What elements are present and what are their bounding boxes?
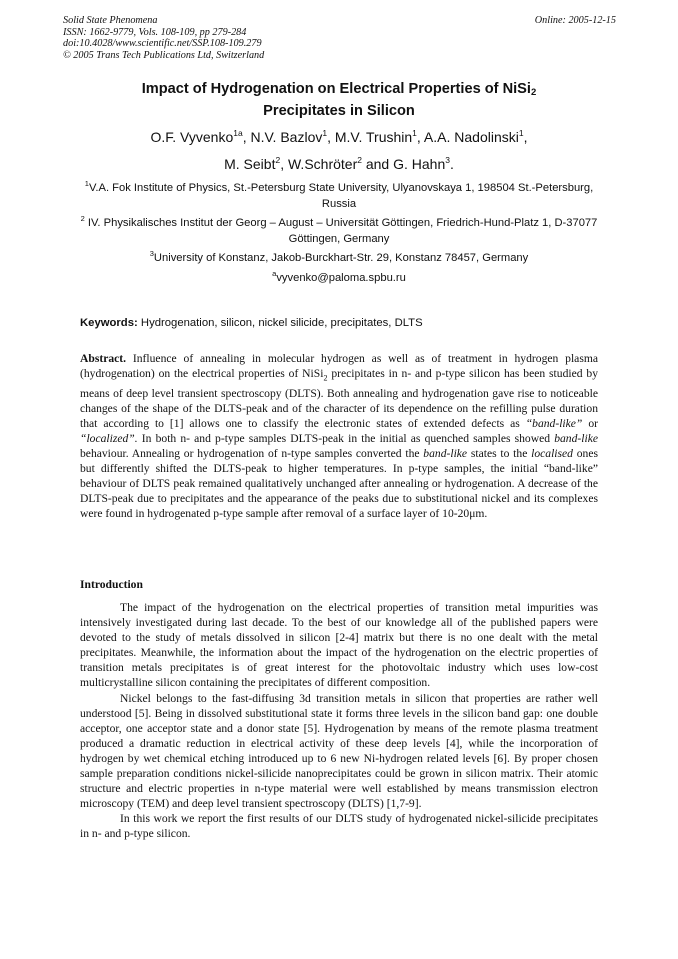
affiliation-3: $^3$University of Konstanz, Jakob-Burckhart-Str. 29, Konstanz 78457, Germany: [149, 249, 529, 264]
paragraph: In this work we report the first results of our DLTS study of hydrogenated nickel-silicide precipitates in n- and p-type silicon.: [80, 812, 598, 841]
abstract: Abstract. Influence of annealing in molecular hydrogen as well as of treatment in hydrogen plasma (hydrogenation) on the electrical properties of NiSi$_2$ precipitates in n- and p-type silicon has been studied by means of deep level transient spectroscopy (DLTS). Both annealing and hydrogenation gave rise to noticeable changes of the shape of the DLTS-peak and of the character of its dependence on the refilling pulse duration that according to [1] allows one to classify the electronic states of extended defects as “band-like” or “localized”. In both n- and p-type samples DLTS-peak in the initial as quenched samples showed band-like behaviour. Annealing or hydrogenation of n-type samples converted the band-like states to the localised ones but differently shifted the DLTS-peak to higher temperatures. In p-type samples, the initial “band-like” behaviour of DLTS peak remained qualitatively unchanged after annealing or hydrogenation. A decrease of the DLTS-peak due to precipitates and the appearance of the peaks due to substitutional nickel and its complexes were found in hydrogenated p-type sample after removal of a surface layer of 10-20μm.: [80, 352, 599, 521]
journal-header: [63, 15, 264, 61]
introduction-body: [80, 600, 598, 842]
paragraph: The impact of the hydrogenation on the electrical properties of transition metal impurities was intensively investigated during last decade. To the best of our knowledge all of the published papers were devoted to the study of metals dissolved in silicon [2-4] matrix but there is no one dealt with the metal precipitates. Meanwhile, the information about the impact of the hydrogenation on the electric properties of transition metals precipitates is of great interest for the photovoltaic industry which uses low-cost multicrystalline silicon containing the precipitates of different composition.: [80, 601, 598, 690]
keywords-label: Keywords:: [80, 317, 138, 329]
author: G. Hahn$^3$.: [393, 155, 454, 172]
keywords-text: Hydrogenation, silicon, nickel silicide, precipitates, DLTS: [137, 317, 423, 329]
paragraph: Nickel belongs to the fast-diffusing 3d transition metals in silicon that properties are rather well understood [5]. Being in dissolved substitutional state it forms three levels in the silicon band gap: one double acceptor, one acceptor state and a donor state [5]. Hydrogenation by means of the remote plasma treatment produced a dramatic reduction in electrical activity of these deep levels [4], while the incorporation of hydrogen by wet chemical etching introduced up to 6 new Ni-hydrogen related levels [6]. By proper chosen sample preparation conditions nickel-silicide nanoprecipitates could be grown in silicon matrix. Their atomic structure and electric properties in n-type material were well established by means transmission electron microscopy (TEM) and deep level transient spectroscopy (DLTS) [1,7-9].: [80, 691, 598, 811]
section-heading-introduction: Introduction: [80, 578, 143, 591]
author-list: [60, 122, 618, 176]
journal-doi: doi:10.4028/www.scientific.net/SSP.108-109.279: [63, 38, 262, 50]
author: M. Seibt$^2$,: [224, 155, 288, 172]
title-subscript: 2: [530, 87, 537, 98]
title-part2: Precipitates in Silicon: [263, 103, 415, 119]
author: O.F. Vyvenko$^{1a}$,: [150, 128, 251, 145]
online-date: Online: 2005-12-15: [534, 15, 616, 26]
author: N.V. Bazlov$^1$,: [250, 128, 335, 145]
affiliation-2: $^2$ IV. Physikalisches Institut der Georg – August – Universität Göttingen, Friedrich-Hund-Platz 1, D-37077 Göttingen, Germany: [80, 214, 598, 245]
author: A.A. Nadolinski$^1$,: [423, 128, 528, 145]
keywords: [80, 316, 598, 331]
journal-issn: ISSN: 1662-9779, Vols. 108-109, pp 279-284: [63, 26, 247, 38]
journal-name: Solid State Phenomena: [63, 15, 158, 26]
abstract-label: Abstract.: [80, 352, 127, 365]
paper-title: [60, 80, 618, 120]
affiliation-1: $^1$V.A. Fok Institute of Physics, St.-Petersburg State University, Ulyanovskaya 1, 198504 St.-Petersburg, Russia: [84, 179, 594, 210]
author-email: $^a$vyvenko@paloma.spbu.ru: [272, 269, 406, 284]
title-part1: Impact of Hydrogenation on Electrical Properties of NiSi: [141, 81, 531, 97]
journal-copyright: © 2005 Trans Tech Publications Ltd, Switzerland: [63, 49, 265, 61]
author: W.Schröter$^2$ and: [287, 155, 394, 172]
author: M.V. Trushin$^1$,: [334, 128, 424, 145]
